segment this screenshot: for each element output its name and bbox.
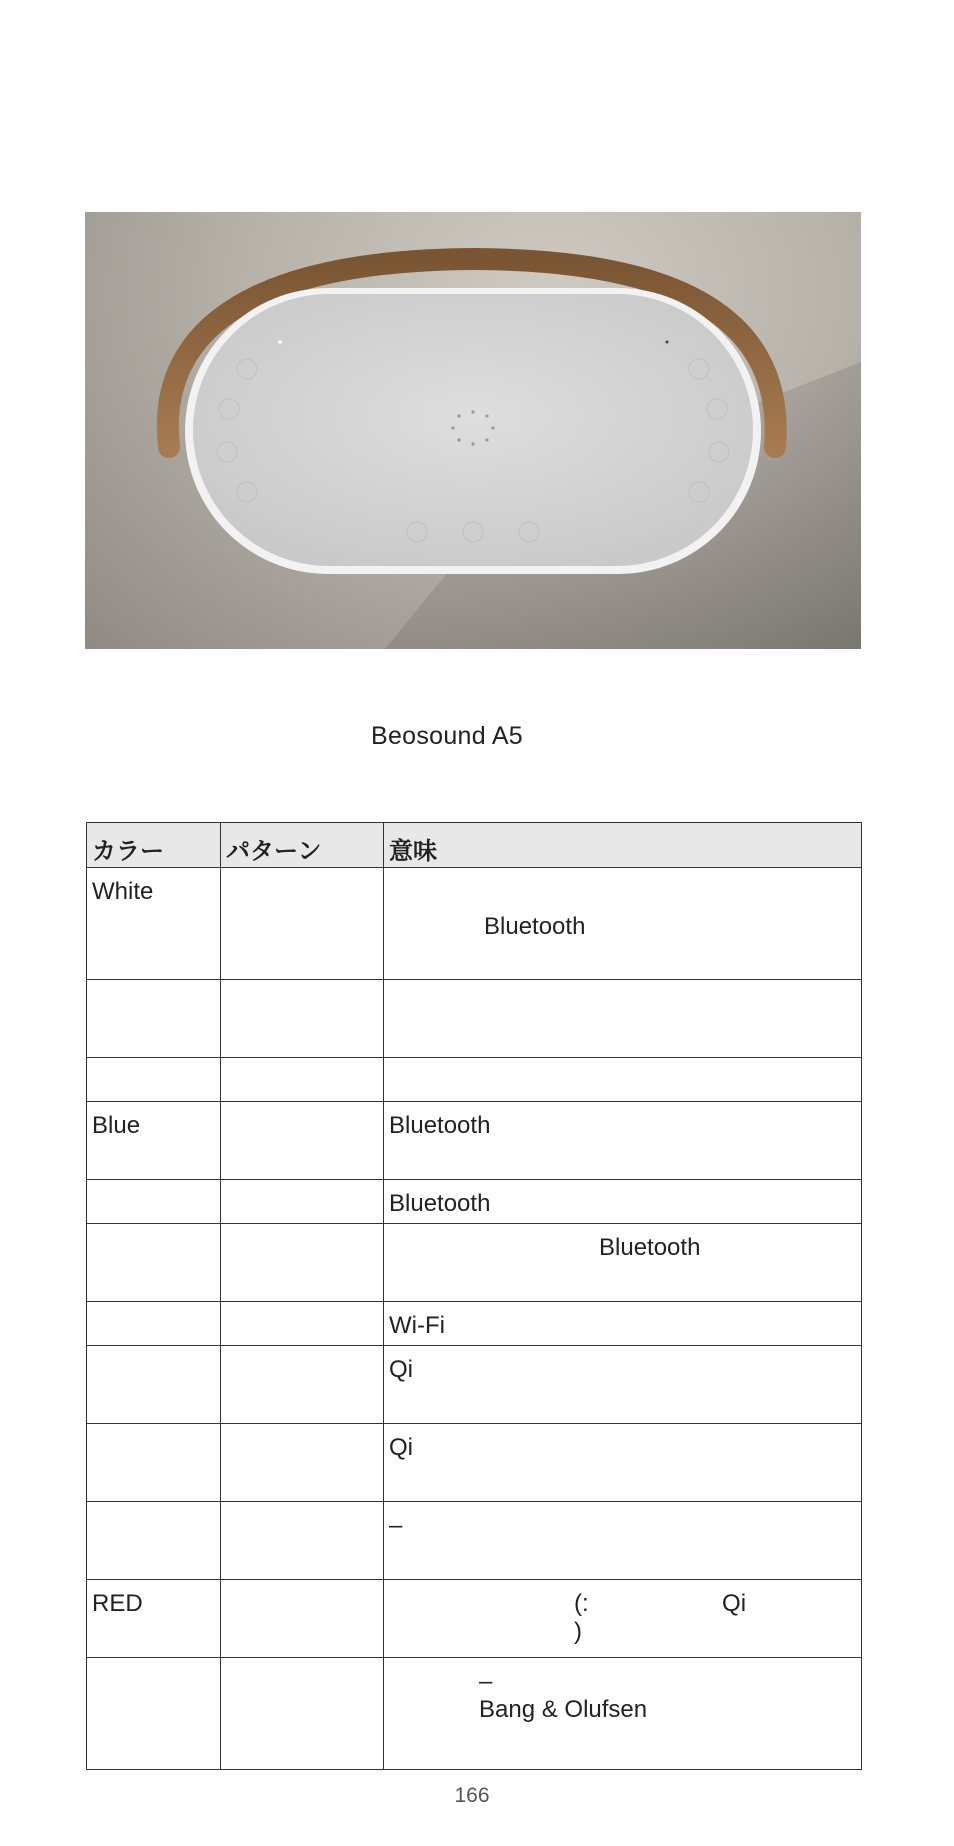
cell-color [87, 1658, 221, 1770]
cell-color [87, 1180, 221, 1224]
table-row [87, 1658, 862, 1770]
cell-color [87, 980, 221, 1058]
led-indicator-table [86, 822, 862, 1770]
page-number: 166 [454, 1784, 490, 1807]
cell-meaning [384, 980, 862, 1058]
product-photo [85, 212, 861, 649]
header-pattern: パターン [221, 823, 384, 868]
cell-meaning: Bluetooth [384, 1102, 862, 1180]
header-meaning: 意味 [384, 823, 862, 868]
cell-meaning: – [384, 1502, 862, 1580]
cell-meaning: Bluetooth [384, 1180, 862, 1224]
table-row [87, 1102, 862, 1180]
cell-color [87, 1302, 221, 1346]
cell-meaning: Qi [384, 1424, 862, 1502]
figure-caption: Beosound A5 [370, 722, 524, 750]
cell-color [87, 1502, 221, 1580]
table-row [87, 1580, 862, 1658]
cell-color [87, 1224, 221, 1302]
cell-pattern [221, 1658, 384, 1770]
cell-pattern [221, 980, 384, 1058]
cell-meaning [384, 1058, 862, 1102]
cell-pattern [221, 1180, 384, 1224]
cell-meaning: Qi [384, 1346, 862, 1424]
speaker-illustration [85, 212, 861, 649]
cell-meaning: Bluetooth [384, 1224, 862, 1302]
cell-pattern [221, 1224, 384, 1302]
cell-meaning: Bluetooth [384, 868, 862, 980]
cell-pattern [221, 868, 384, 980]
table-row [87, 868, 862, 980]
table-row [87, 1424, 862, 1502]
cell-meaning: (: Qi ) [384, 1580, 862, 1658]
cell-color: White [87, 868, 221, 980]
cell-color [87, 1424, 221, 1502]
cell-pattern [221, 1058, 384, 1102]
table-row [87, 1058, 862, 1102]
led-table-body [87, 823, 862, 1770]
cell-color [87, 1346, 221, 1424]
header-color: カラー [87, 823, 221, 868]
cell-pattern [221, 1502, 384, 1580]
table-row [87, 1346, 862, 1424]
table-row [87, 980, 862, 1058]
cell-pattern [221, 1424, 384, 1502]
cell-color: RED [87, 1580, 221, 1658]
table-row [87, 1224, 862, 1302]
cell-meaning: – Bang & Olufsen [384, 1658, 862, 1770]
cell-color: Blue [87, 1102, 221, 1180]
cell-color [87, 1058, 221, 1102]
cell-pattern [221, 1102, 384, 1180]
table-row [87, 1502, 862, 1580]
table-row [87, 1180, 862, 1224]
cell-meaning: Wi-Fi [384, 1302, 862, 1346]
cell-pattern [221, 1580, 384, 1658]
cell-pattern [221, 1302, 384, 1346]
table-row [87, 1302, 862, 1346]
cell-pattern [221, 1346, 384, 1424]
table-header-row [87, 823, 862, 868]
